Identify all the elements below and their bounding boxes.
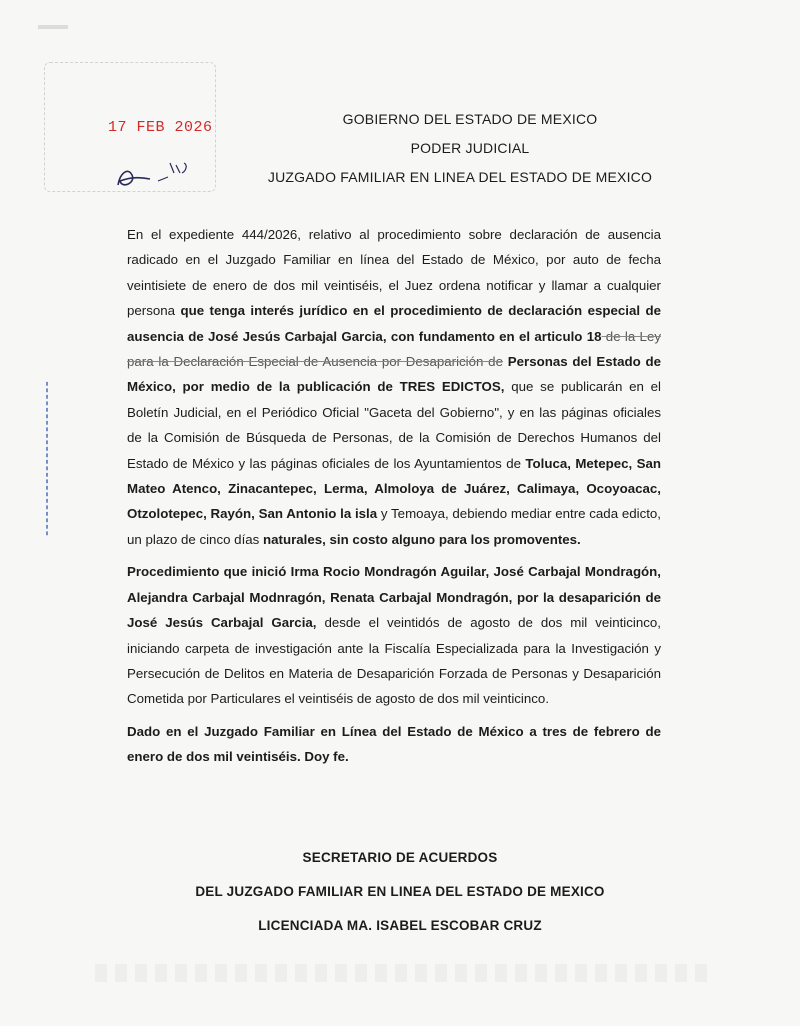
- p1-bold-4: naturales, sin costo alguno para los promoventes.: [263, 531, 581, 547]
- header-court: JUZGADO FAMILIAR EN LINEA DEL ESTADO DE MEXICO: [267, 169, 653, 185]
- p1-text-2: que se publicarán en el Boletín Judicial, en el Periódico Oficial "Gaceta del Gobierno", y en las páginas oficiales de la Comisión de Búsqueda de Personas, de la Comisión de Derechos Humanos del Estado de México y las páginas oficiales de los Ayuntamientos de: [127, 379, 661, 471]
- p1-bold-2: Personas del Estado de México, por medio de la publicación de TRES EDICTOS,: [127, 354, 661, 395]
- p1-text-1: En el expediente 444/2026, relativo al procedimiento sobre declaración de ausencia radicado en el Juzgado Familiar en línea del Estado de México, por auto de fecha veintisiete de enero de dos mil veintiséis, el Juez ordena notificar y llamar a cualquier persona: [127, 227, 661, 319]
- header-government: GOBIERNO DEL ESTADO DE MEXICO: [342, 111, 598, 127]
- p2-bold-1: Procedimiento que inició Irma Rocio Mondragón Aguilar, José Carbajal Mondragón, Alejandra Carbajal Modnragón, Renata Carbajal Mondragón, por la desaparición de José Jesús Carbajal Garcia,: [127, 564, 661, 631]
- scan-mark: [38, 25, 68, 29]
- p3-bold-1: Dado en el Juzgado Familiar en Línea del Estado de México a tres de febrero de enero de dos mil veintiséis. Doy fe.: [127, 723, 661, 765]
- faded-footer-text: [95, 964, 715, 982]
- p1-struck-text: de la Ley para la Declaración Especial de Ausencia por Desaparición de: [127, 328, 661, 370]
- stamp-date: 17 FEB 2026: [108, 119, 213, 136]
- header-judicial-power: PODER JUDICIAL: [410, 140, 530, 156]
- signature-court: DEL JUZGADO FAMILIAR EN LINEA DEL ESTADO DE MEXICO: [195, 884, 605, 899]
- p1-text-3: y Temoaya, debiendo mediar entre cada edicto, un plazo de cinco días: [127, 506, 661, 547]
- paragraph-procedure: [127, 559, 661, 711]
- p2-text-1: desde el veintidós de agosto de dos mil veinticinco, iniciando carpeta de investigación ante la Fiscalía Especializada para la Investigación y Persecución de Delitos en Materia de Desaparición Forzada de Personas y Desaparición Cometida por Particulares el veintiséis de agosto de dos mil veinticinco.: [127, 615, 661, 707]
- paragraph-given: [127, 719, 661, 770]
- signature-name: LICENCIADA MA. ISABEL ESCOBAR CRUZ: [258, 918, 542, 933]
- p1-bold-1: que tenga interés jurídico en el procedimiento de declaración especial de ausencia de José Jesús Carbajal Garcia, con fundamento en el articulo 18: [127, 303, 661, 344]
- document-body: [127, 222, 661, 777]
- paragraph-edict: [127, 222, 661, 552]
- side-registry-stamp: ▮▮▮▮▮▮▮▮▮▮▮▮▮▮▮▮▮▮▮▮▮▮▮▮: [44, 380, 50, 536]
- signature-title: SECRETARIO DE ACUERDOS: [302, 850, 498, 865]
- p1-bold-3: Toluca, Metepec, San Mateo Atenco, Zinacantepec, Lerma, Almoloya de Juárez, Calimaya, Ocoyoacac, Otzolotepec, Rayón, San Antonio la isla: [127, 455, 661, 522]
